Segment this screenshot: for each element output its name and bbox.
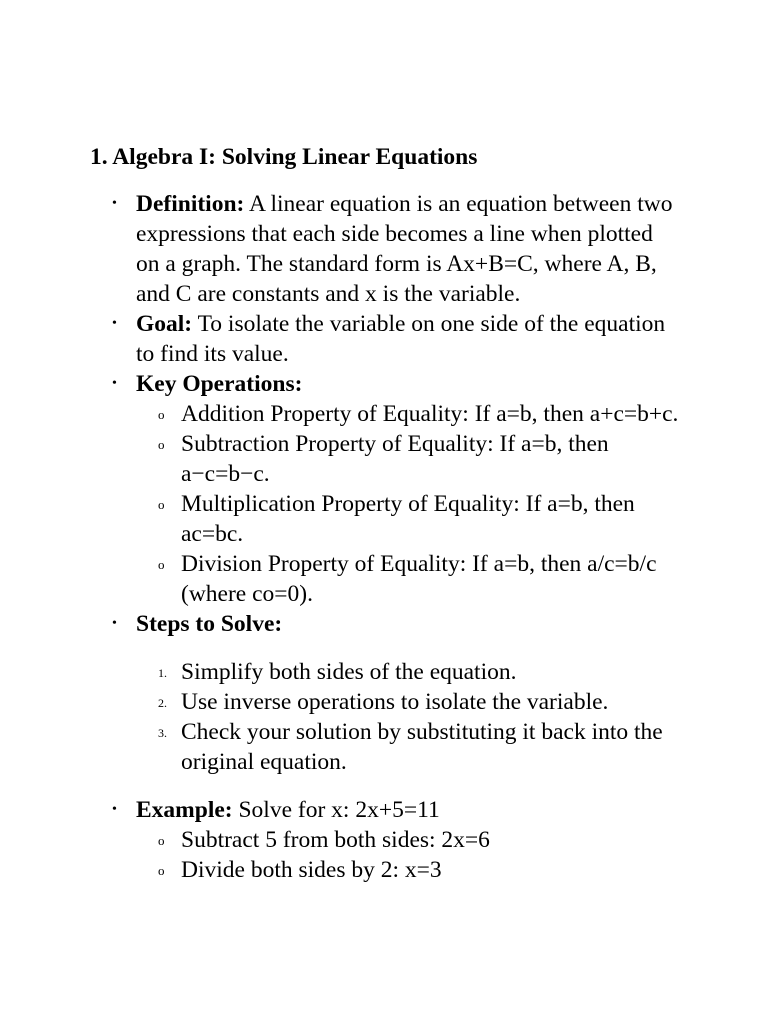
circle-marker: o <box>158 557 165 572</box>
step-number: 2. <box>158 696 167 710</box>
list-item-goal <box>0 309 681 369</box>
sub-item-text: Division Property of Equality: If a=b, then a/c=b/c (where co=0). <box>181 551 657 607</box>
steps-label: Steps to Solve: <box>136 611 283 637</box>
circle-marker: o <box>158 407 165 422</box>
section-heading: 1. Algebra I: Solving Linear Equations <box>90 144 478 170</box>
numbered-step <box>0 657 681 687</box>
step-number: 1. <box>158 666 167 680</box>
definition-text: A linear equation is an equation between two expressions that each side becomes a line when plotted on a graph. The standard form is Ax+B=C, where A, B, and C are constants and x is the variable. <box>136 191 673 307</box>
list-item-key-operations <box>0 369 681 399</box>
key-operations-label: Key Operations: <box>136 371 303 397</box>
circle-marker: o <box>158 437 165 452</box>
numbered-step <box>0 687 681 717</box>
circle-marker: o <box>158 863 165 878</box>
sub-item-text: Addition Property of Equality: If a=b, then a+c=b+c. <box>181 401 679 427</box>
sub-item-text: Multiplication Property of Equality: If a=b, then ac=bc. <box>181 491 635 547</box>
bullet-marker: • <box>112 196 117 211</box>
sub-item-multiplication-property <box>0 489 681 549</box>
sub-item-addition-property <box>0 399 681 429</box>
step-text: Use inverse operations to isolate the variable. <box>181 689 609 715</box>
example-text: Solve for x: 2x+5=11 <box>232 797 440 823</box>
goal-text: To isolate the variable on one side of the equation to find its value. <box>136 311 666 367</box>
step-number: 3. <box>158 726 167 740</box>
numbered-step <box>0 717 681 777</box>
section-content <box>0 189 768 885</box>
spacer <box>0 639 768 657</box>
circle-marker: o <box>158 497 165 512</box>
step-text: Simplify both sides of the equation. <box>181 659 517 685</box>
sub-item-text: Divide both sides by 2: x=3 <box>181 857 442 883</box>
bullet-marker: • <box>112 802 117 817</box>
list-item-steps <box>0 609 681 639</box>
sub-item-text: Subtract 5 from both sides: 2x=6 <box>181 827 490 853</box>
list-item-definition <box>0 189 681 309</box>
bullet-marker: • <box>112 376 117 391</box>
goal-label: Goal: <box>136 311 193 337</box>
sub-item-subtraction-property <box>0 429 681 489</box>
sub-item-example-step <box>0 855 681 885</box>
example-label: Example: <box>136 797 233 823</box>
bullet-marker: • <box>112 616 117 631</box>
step-text: Check your solution by substituting it back into the original equation. <box>181 719 663 775</box>
sub-item-text: Subtraction Property of Equality: If a=b, then a−c=b−c. <box>181 431 609 487</box>
sub-item-example-step <box>0 825 681 855</box>
list-item-example <box>0 795 681 825</box>
circle-marker: o <box>158 833 165 848</box>
definition-label: Definition: <box>136 191 245 217</box>
sub-item-division-property <box>0 549 681 609</box>
spacer <box>0 777 768 795</box>
bullet-marker: • <box>112 316 117 331</box>
